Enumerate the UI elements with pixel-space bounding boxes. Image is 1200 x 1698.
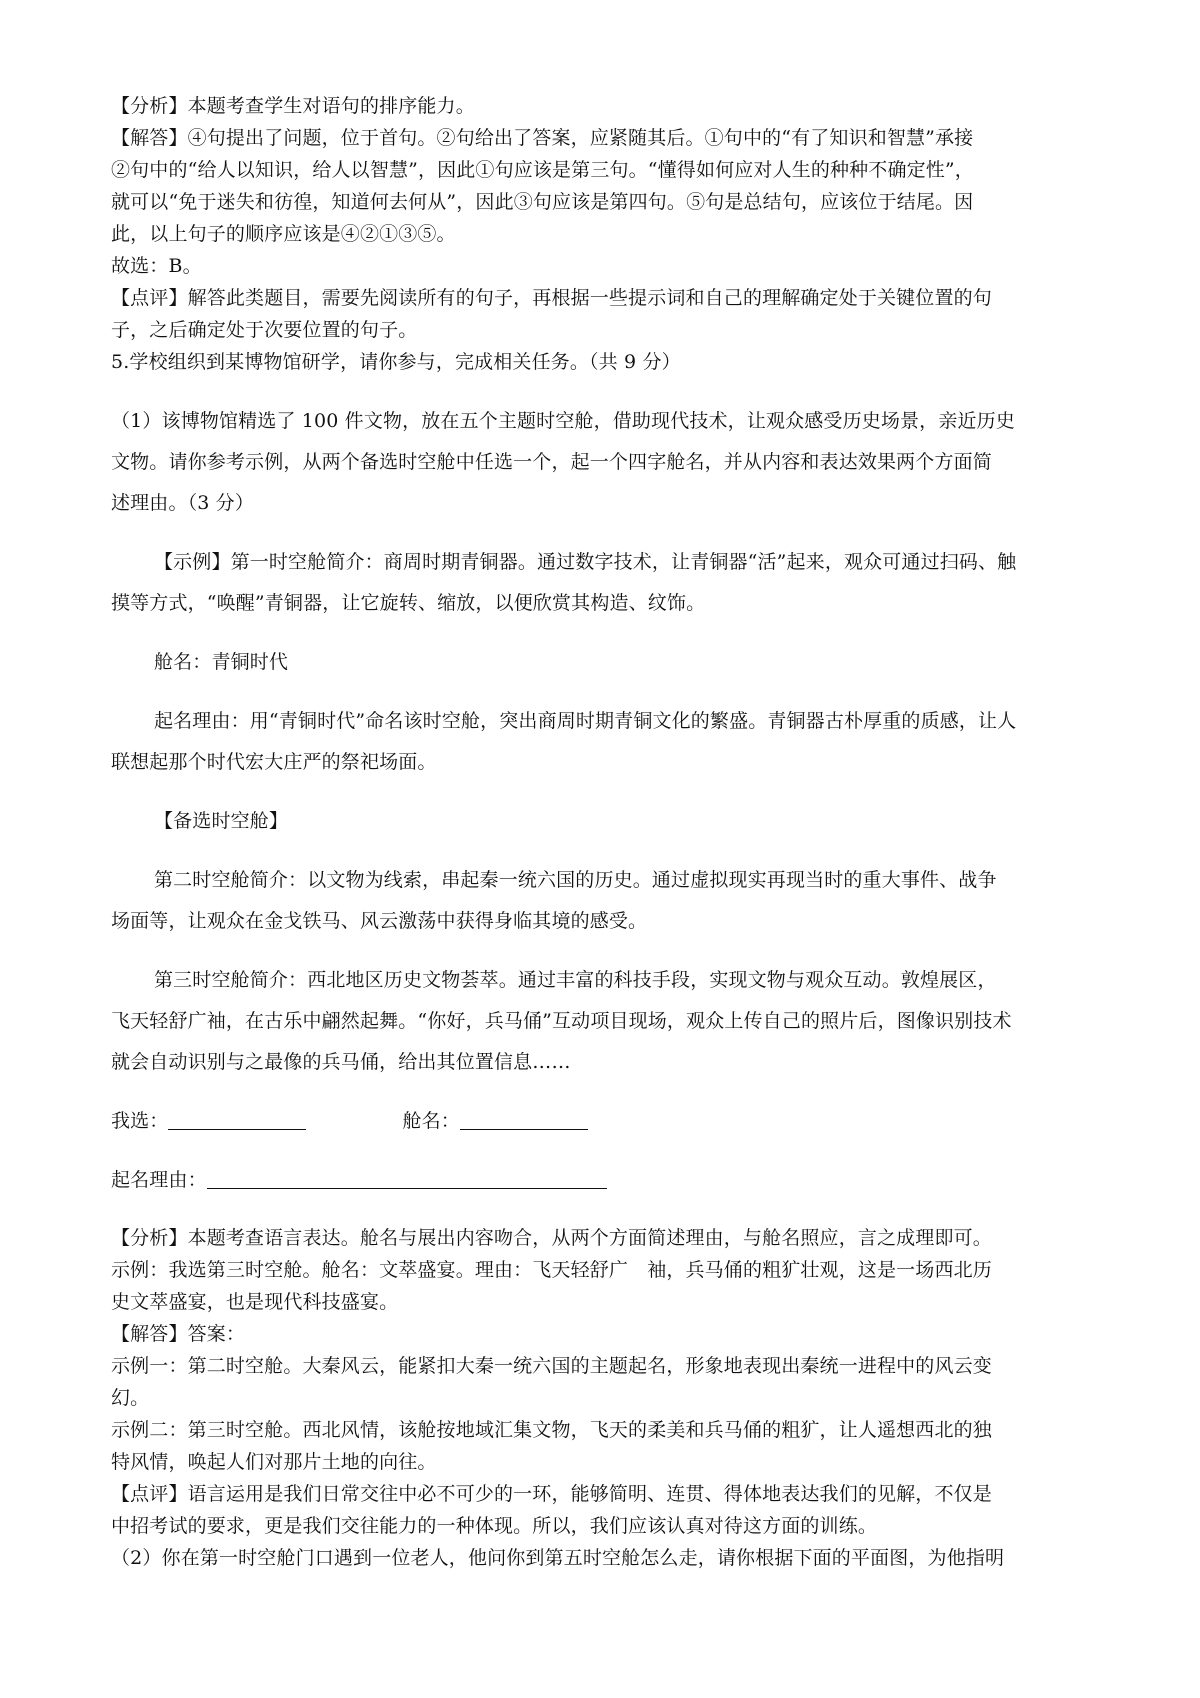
reason-blank-row (111, 1166, 607, 1194)
comment-line: 子，之后确定处于次要位置的句子。 (111, 319, 418, 341)
capsule-name-blank (460, 1109, 588, 1130)
answer-blanks-row (111, 1107, 588, 1135)
subquestion-line: 文物。请你参考示例，从两个备选时空舱中任选一个，起一个四字舱名，并从内容和表达效果两个方面简 (111, 451, 992, 473)
answer-example-line: 幻。 (111, 1387, 150, 1409)
capsule-three-line: 第三时空舱简介：西北地区历史文物荟萃。通过丰富的科技手段，实现文物与观众互动。敦煌展区， (154, 969, 997, 991)
reason-blank (207, 1168, 607, 1189)
capsule-two-line: 第二时空舱简介：以文物为线索，串起秦一统六国的历史。通过虚拟现实再现当时的重大事件、战争 (154, 869, 997, 891)
capsule-three-line: 就会自动识别与之最像的兵马俑，给出其位置信息…… (111, 1051, 571, 1073)
choice-blank (168, 1109, 306, 1130)
comment-line: 【点评】语言运用是我们日常交往中必不可少的一环，能够简明、连贯、得体地表达我们的见解，不仅是 (111, 1483, 992, 1505)
analysis-line: 【分析】本题考查学生对语句的排序能力。 (111, 95, 475, 117)
example-name-line: 舱名：青铜时代 (154, 651, 289, 673)
subquestion-line: （1）该博物馆精选了 100 件文物，放在五个主题时空舱，借助现代技术，让观众感受历史场景，亲近历史 (111, 410, 1015, 432)
capsule-name-label: 舱名： (402, 1110, 460, 1132)
question-title: 5.学校组织到某博物馆研学，请你参与，完成相关任务。（共 9 分） (111, 351, 681, 373)
answer-example-line: 示例一：第二时空舱。大秦风云，能紧扣大秦一统六国的主题起名，形象地表现出秦统一进程中的风云变 (111, 1355, 992, 1377)
answer-line: ②句中的“给人以知识，给人以智慧”，因此①句应该是第三句。“懂得如何应对人生的种种不确定性”， (111, 159, 974, 181)
choice-label: 我选： (111, 1110, 169, 1132)
analysis-line: 史文萃盛宴，也是现代科技盛宴。 (111, 1291, 399, 1313)
comment-line: 中招考试的要求，更是我们交往能力的一种体现。所以，我们应该认真对待这方面的训练。 (111, 1515, 878, 1537)
example-reason-line: 联想起那个时代宏大庄严的祭祀场面。 (111, 751, 437, 773)
answer-example-line: 特风情，唤起人们对那片土地的向往。 (111, 1451, 437, 1473)
analysis-line: 示例：我选第三时空舱。舱名：文萃盛宴。理由：飞天轻舒广 袖，兵马俑的粗犷壮观，这是一场西北历 (111, 1259, 992, 1281)
answer-example-line: 示例二：第三时空舱。西北风情，该舱按地域汇集文物，飞天的柔美和兵马俑的粗犷，让人遥想西北的独 (111, 1419, 992, 1441)
capsule-three-line: 飞天轻舒广袖，在古乐中翩然起舞。“你好，兵马俑”互动项目现场，观众上传自己的照片后，图像识别技术 (111, 1010, 1012, 1032)
choice-line: 故选：B。 (111, 255, 202, 277)
answer-line: 就可以“免于迷失和彷徨，知道何去何从”，因此③句应该是第四句。⑤句是总结句，应该位于结尾。因 (111, 191, 974, 213)
answer-line: 【解答】④句提出了问题，位于首句。②句给出了答案，应紧随其后。①句中的“有了知识和智慧”承接 (111, 127, 974, 149)
analysis-line: 【分析】本题考查语言表达。舱名与展出内容吻合，从两个方面简述理由，与舱名照应，言之成理即可。 (111, 1227, 992, 1249)
example-line: 【示例】第一时空舱简介：商周时期青铜器。通过数字技术，让青铜器“活”起来，观众可通过扫码、触 (154, 551, 1017, 573)
comment-line: 【点评】解答此类题目，需要先阅读所有的句子，再根据一些提示词和自己的理解确定处于关键位置的句 (111, 287, 992, 309)
answer-line: 此，以上句子的顺序应该是④②①③⑤。 (111, 223, 456, 245)
alternatives-heading: 【备选时空舱】 (154, 810, 289, 832)
reason-label: 起名理由： (111, 1169, 207, 1191)
example-reason-line: 起名理由：用“青铜时代”命名该时空舱，突出商周时期青铜文化的繁盛。青铜器古朴厚重的质感，让人 (154, 710, 1017, 732)
subquestion-line: （2）你在第一时空舱门口遇到一位老人，他问你到第五时空舱怎么走，请你根据下面的平面图，为他指明 (111, 1547, 1005, 1569)
capsule-two-line: 场面等，让观众在金戈铁马、风云激荡中获得身临其境的感受。 (111, 910, 648, 932)
answer-heading: 【解答】答案： (111, 1323, 246, 1345)
subquestion-line: 述理由。（3 分） (111, 492, 254, 514)
example-line: 摸等方式，“唤醒”青铜器，让它旋转、缩放，以便欣赏其构造、纹饰。 (111, 592, 706, 614)
